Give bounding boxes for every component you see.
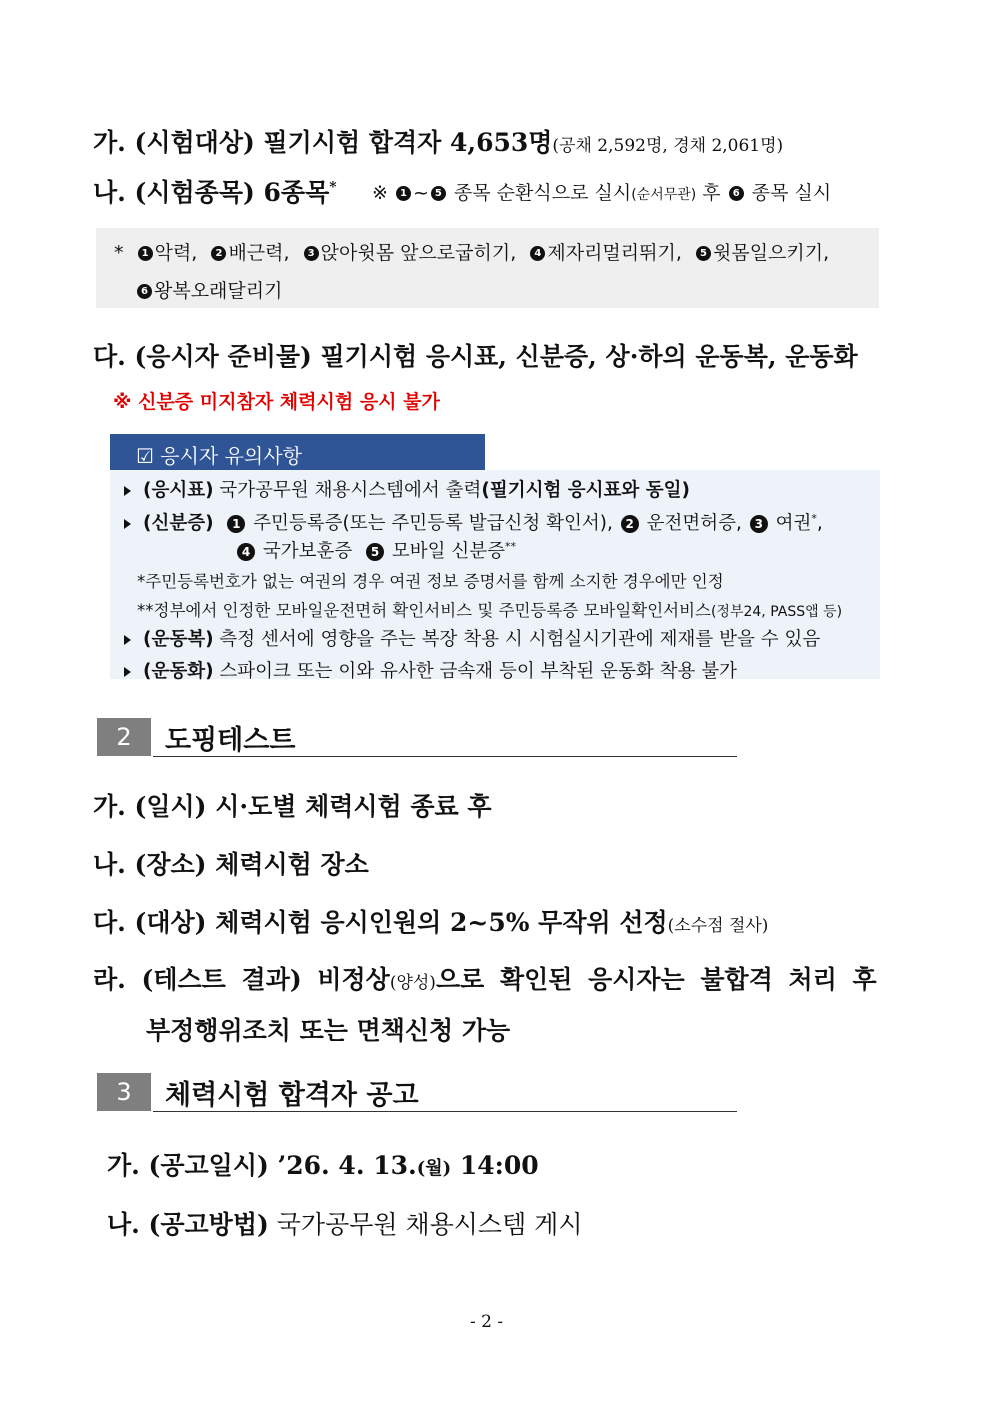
footnote-star: *: [114, 242, 124, 264]
note-text1: 종목 순환식으로 실시: [453, 182, 632, 204]
announce-method-text: 국가공무원 채용시스템 게시: [276, 1210, 583, 1239]
notice-header: [110, 434, 485, 470]
id-sup: **: [505, 539, 517, 553]
announce-date-weekday: (월): [416, 1158, 452, 1179]
circle-4-icon: 4: [530, 246, 545, 261]
doping-result-a: 라. (테스트 결과) 비정상: [93, 965, 390, 994]
circle-3-icon: 3: [750, 515, 768, 533]
circle-6-icon: 6: [729, 186, 744, 201]
note-mark: ※: [372, 182, 388, 204]
triangle-bullet-icon: [124, 486, 131, 496]
item-ga-target: [93, 123, 783, 159]
notice-fn2-text: **정부에서 인정한 모바일운전면허 확인서비스 및 주민등록증 모바일확인서비스: [137, 601, 711, 620]
notice-shoes-text: 스파이크 또는 이와 유사한 금속재 등이 부착된 운동화 착용 불가: [219, 661, 737, 682]
section-2-title: 도핑테스트: [165, 725, 296, 756]
section-3-title: 체력시험 합격자 공고: [165, 1080, 419, 1111]
notice-footnote1: *주민등록번호가 없는 여권의 경우 여권 정보 증명서를 함께 소지한 경우에만 인정: [137, 572, 724, 591]
id-warning: ※ 신분증 미지참자 체력시험 응시 불가: [113, 391, 440, 413]
notice-title: ☑ 응시자 유의사항: [136, 444, 302, 468]
circle-3-icon: 3: [304, 246, 319, 261]
notice-ticket-bold: (필기시험 응시표와 동일): [481, 480, 690, 501]
announce-date-time: 14:00: [459, 1151, 539, 1180]
footnote-line1: [114, 238, 829, 265]
id-option: 모바일 신분증: [391, 541, 506, 562]
circle-5-icon: 5: [696, 246, 711, 261]
circle-1-icon: 1: [227, 515, 245, 533]
notice-line-id: [124, 509, 823, 535]
circle-2-icon: 2: [211, 246, 226, 261]
item-na-label: 나. (시험종목) 6종목: [93, 178, 330, 207]
note-small: (순서무관): [631, 187, 697, 203]
doping-target: [93, 903, 768, 939]
announce-date: [107, 1146, 539, 1182]
id-sup: *: [811, 511, 817, 525]
notice-line-id2: [235, 537, 516, 563]
page-number: - 2 -: [470, 1312, 504, 1332]
section-2-number: 2: [97, 718, 151, 756]
id-option: 주민등록증(또는 주민등록 발급신청 확인서),: [253, 513, 613, 534]
id-option: 운전면허증,: [646, 513, 742, 534]
circle-2-icon: 2: [621, 515, 639, 533]
id-option: 여권: [775, 513, 812, 534]
item-na-star: *: [329, 179, 337, 196]
doping-result-cont: 부정행위조치 또는 면책신청 가능: [146, 1016, 511, 1045]
doping-target-small: (소수점 절사): [667, 916, 769, 936]
note-tilde: ~: [412, 182, 429, 204]
footnote-item: 악력,: [154, 242, 198, 264]
item-da-preparation: 다. (응시자 준비물) 필기시험 응시표, 신분증, 상·하의 운동복, 운동화: [93, 342, 858, 371]
notice-ticket-text: 국가공무원 채용시스템에서 출력: [219, 480, 482, 501]
circle-5-icon: 5: [366, 543, 384, 561]
circle-5-icon: 5: [431, 186, 446, 201]
notice-line-shoes: [124, 657, 737, 683]
doping-result: [93, 960, 877, 996]
note-text3: 종목 실시: [751, 182, 832, 204]
footnote-item: 앉아윗몸 앞으로굽히기,: [320, 242, 517, 264]
notice-ticket-label: (응시표): [143, 480, 214, 501]
footnote-item: 윗몸일으키기,: [712, 242, 830, 264]
doping-target-text: 다. (대상) 체력시험 응시인원의 2~5% 무작위 선정: [93, 908, 668, 937]
footnote-line2: [135, 276, 282, 303]
announce-method: [107, 1205, 582, 1241]
item-na-note: [372, 178, 831, 205]
notice-id-label: (신분증): [143, 513, 214, 534]
footnote-item: 배근력,: [228, 242, 290, 264]
section-3-underline: [153, 1111, 737, 1112]
doping-place: 나. (장소) 체력시험 장소: [93, 850, 369, 879]
doping-result-b: 으로 확인된 응시자는 불합격 처리 후: [435, 965, 877, 994]
circle-1-icon: 1: [138, 246, 153, 261]
item-ga-label: 가. (시험대상) 필기시험 합격자 4,653명: [93, 128, 553, 157]
section-2-underline: [153, 756, 737, 757]
announce-method-label: 나. (공고방법): [107, 1210, 269, 1239]
announce-date-a: 가. (공고일시) ’26. 4. 13.: [107, 1151, 417, 1180]
notice-sportswear-label: (운동복): [143, 629, 214, 650]
item-na-subjects: [93, 173, 337, 209]
notice-footnote2: [137, 597, 842, 621]
notice-shoes-label: (운동화): [143, 661, 214, 682]
notice-line-ticket: [124, 476, 690, 502]
circle-6-icon: 6: [137, 284, 152, 299]
circle-1-icon: 1: [396, 186, 411, 201]
triangle-bullet-icon: [124, 667, 131, 677]
triangle-bullet-icon: [124, 519, 131, 529]
notice-fn2-small: (정부24, PASS앱 등): [710, 604, 843, 620]
footnote-item: 왕복오래달리기: [154, 280, 283, 302]
item-ga-detail: (공채 2,592명, 경채 2,061명): [552, 136, 784, 156]
footnote-item: 제자리멀리뛰기,: [547, 242, 682, 264]
id-option: 국가보훈증: [262, 541, 353, 562]
notice-line-sportswear: [124, 625, 820, 651]
section-3-number: 3: [97, 1073, 151, 1111]
circle-4-icon: 4: [237, 543, 255, 561]
doping-date: 가. (일시) 시·도별 체력시험 종료 후: [93, 792, 492, 821]
notice-sportswear-text: 측정 센서에 영향을 주는 복장 착용 시 시험실시기관에 제재를 받을 수 있음: [219, 629, 821, 650]
triangle-bullet-icon: [124, 635, 131, 645]
doping-result-small: (양성): [389, 973, 436, 993]
id-tail: ,: [816, 513, 823, 534]
note-text2: 후: [702, 182, 721, 204]
